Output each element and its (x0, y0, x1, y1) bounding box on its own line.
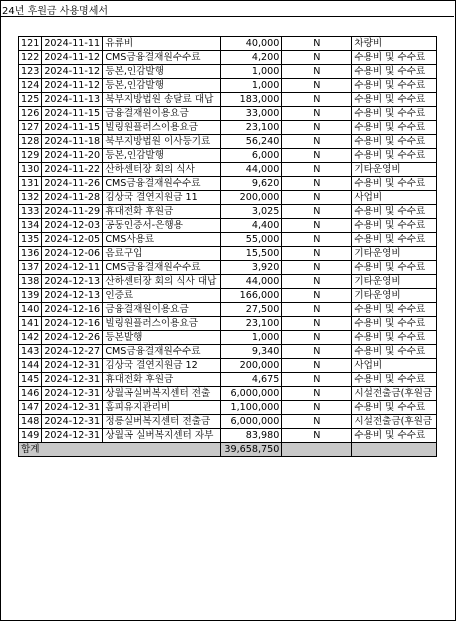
flag-cell: N (282, 401, 352, 415)
date-cell: 2024-11-15 (42, 121, 103, 135)
date-cell: 2024-12-11 (42, 261, 103, 275)
category-cell: 수용비 및 수수료 (352, 317, 437, 331)
description-cell: 북부지방법원 송달료 대납 (103, 93, 221, 107)
description-cell: 공동인증서-은행용 (103, 219, 221, 233)
description-cell: 산하센터장 회의 식사 대납 (103, 275, 221, 289)
date-cell: 2024-12-26 (42, 331, 103, 345)
description-cell: 등본발행 (103, 331, 221, 345)
date-cell: 2024-12-31 (42, 387, 103, 401)
amount-cell: 9,340 (221, 345, 282, 359)
description-cell: 휴대전화 후원금 (103, 373, 221, 387)
row-number-cell: 125 (19, 93, 42, 107)
date-cell: 2024-12-16 (42, 317, 103, 331)
amount-cell: 1,100,000 (221, 401, 282, 415)
table-row (19, 135, 437, 149)
amount-cell: 15,500 (221, 247, 282, 261)
amount-cell: 44,000 (221, 163, 282, 177)
table-row (19, 275, 437, 289)
description-cell: CMS사용료 (103, 233, 221, 247)
flag-cell: N (282, 261, 352, 275)
category-cell: 수용비 및 수수료 (352, 205, 437, 219)
table-row (19, 247, 437, 261)
category-cell: 수용비 및 수수료 (352, 93, 437, 107)
flag-cell: N (282, 135, 352, 149)
table-row (19, 107, 437, 121)
flag-cell: N (282, 345, 352, 359)
category-cell: 시설전출금(후원금 (352, 415, 437, 429)
amount-cell: 4,400 (221, 219, 282, 233)
row-number-cell: 143 (19, 345, 42, 359)
description-cell: 휴대전화 후원금 (103, 205, 221, 219)
total-amount: 39,658,750 (221, 443, 282, 457)
category-cell: 시설전출금(후원금 (352, 387, 437, 401)
title-divider (0, 16, 454, 17)
table-row (19, 289, 437, 303)
date-cell: 2024-12-31 (42, 359, 103, 373)
category-cell: 사업비 (352, 359, 437, 373)
flag-cell: N (282, 149, 352, 163)
description-cell: 정릉실버복지센터 전출금 (103, 415, 221, 429)
amount-cell: 23,100 (221, 121, 282, 135)
document-title: 24년 후원금 사용명세서 (2, 6, 109, 17)
table-row (19, 51, 437, 65)
description-cell: CMS금융결재원수수료 (103, 51, 221, 65)
category-cell: 사업비 (352, 191, 437, 205)
date-cell: 2024-11-13 (42, 93, 103, 107)
row-number-cell: 130 (19, 163, 42, 177)
category-cell: 수용비 및 수수료 (352, 51, 437, 65)
amount-cell: 56,240 (221, 135, 282, 149)
date-cell: 2024-12-13 (42, 289, 103, 303)
amount-cell: 27,500 (221, 303, 282, 317)
row-number-cell: 132 (19, 191, 42, 205)
table-row (19, 387, 437, 401)
amount-cell: 3,920 (221, 261, 282, 275)
total-row (19, 443, 437, 457)
row-number-cell: 128 (19, 135, 42, 149)
flag-cell: N (282, 51, 352, 65)
category-cell: 수용비 및 수수료 (352, 303, 437, 317)
row-number-cell: 133 (19, 205, 42, 219)
table-row (19, 345, 437, 359)
description-cell: CMS금융결재원수수료 (103, 345, 221, 359)
table-row (19, 401, 437, 415)
description-cell: 빌링원플러스이용요금 (103, 121, 221, 135)
date-cell: 2024-12-13 (42, 275, 103, 289)
flag-cell: N (282, 177, 352, 191)
amount-cell: 6,000 (221, 149, 282, 163)
table-row (19, 261, 437, 275)
flag-cell: N (282, 275, 352, 289)
amount-cell: 4,675 (221, 373, 282, 387)
row-number-cell: 148 (19, 415, 42, 429)
flag-cell: N (282, 163, 352, 177)
table-row (19, 317, 437, 331)
description-cell: 북부지방법원 이사등기료 (103, 135, 221, 149)
row-number-cell: 141 (19, 317, 42, 331)
description-cell: 김상국 결연지원금 12 (103, 359, 221, 373)
date-cell: 2024-12-31 (42, 373, 103, 387)
category-cell: 기타운영비 (352, 289, 437, 303)
date-cell: 2024-11-26 (42, 177, 103, 191)
row-number-cell: 140 (19, 303, 42, 317)
amount-cell: 83,980 (221, 429, 282, 443)
category-cell: 수용비 및 수수료 (352, 149, 437, 163)
date-cell: 2024-12-06 (42, 247, 103, 261)
flag-cell: N (282, 65, 352, 79)
flag-cell: N (282, 247, 352, 261)
date-cell: 2024-11-12 (42, 65, 103, 79)
amount-cell: 183,000 (221, 93, 282, 107)
row-number-cell: 126 (19, 107, 42, 121)
date-cell: 2024-11-18 (42, 135, 103, 149)
description-cell: 등본,인감발행 (103, 79, 221, 93)
row-number-cell: 131 (19, 177, 42, 191)
row-number-cell: 149 (19, 429, 42, 443)
category-cell: 수용비 및 수수료 (352, 135, 437, 149)
row-number-cell: 145 (19, 373, 42, 387)
table-row (19, 303, 437, 317)
amount-cell: 1,000 (221, 65, 282, 79)
amount-cell: 4,200 (221, 51, 282, 65)
category-cell: 수용비 및 수수료 (352, 219, 437, 233)
description-cell: 유류비 (103, 37, 221, 51)
description-cell: 금융결재원이용요금 (103, 303, 221, 317)
amount-cell: 1,000 (221, 331, 282, 345)
description-cell: 인증료 (103, 289, 221, 303)
category-cell: 기타운영비 (352, 247, 437, 261)
flag-cell: N (282, 373, 352, 387)
flag-cell: N (282, 191, 352, 205)
table-row (19, 37, 437, 51)
table-row (19, 177, 437, 191)
description-cell: 산하센터장 회의 식사 (103, 163, 221, 177)
row-number-cell: 121 (19, 37, 42, 51)
table-row (19, 65, 437, 79)
description-cell: 김상국 결연지원금 11 (103, 191, 221, 205)
table-row (19, 415, 437, 429)
row-number-cell: 124 (19, 79, 42, 93)
table-row (19, 163, 437, 177)
category-cell: 수용비 및 수수료 (352, 345, 437, 359)
description-cell: 등본,인감발행 (103, 65, 221, 79)
table-row (19, 429, 437, 443)
amount-cell: 3,025 (221, 205, 282, 219)
category-cell: 수용비 및 수수료 (352, 429, 437, 443)
row-number-cell: 127 (19, 121, 42, 135)
description-cell: 음료구입 (103, 247, 221, 261)
description-cell: 등본,인감발행 (103, 149, 221, 163)
row-number-cell: 142 (19, 331, 42, 345)
row-number-cell: 136 (19, 247, 42, 261)
description-cell: 빌링원플러스이용요금 (103, 317, 221, 331)
flag-cell: N (282, 93, 352, 107)
table-row (19, 121, 437, 135)
row-number-cell: 138 (19, 275, 42, 289)
table-row (19, 233, 437, 247)
amount-cell: 6,000,000 (221, 415, 282, 429)
description-cell: CMS금융결재원수수료 (103, 261, 221, 275)
table-row (19, 191, 437, 205)
date-cell: 2024-12-31 (42, 415, 103, 429)
date-cell: 2024-11-20 (42, 149, 103, 163)
amount-cell: 40,000 (221, 37, 282, 51)
flag-cell: N (282, 415, 352, 429)
amount-cell: 200,000 (221, 191, 282, 205)
description-cell: 상월곡 실버복지센터 자부 (103, 429, 221, 443)
amount-cell: 1,000 (221, 79, 282, 93)
amount-cell: 166,000 (221, 289, 282, 303)
total-label: 합계 (19, 443, 221, 457)
date-cell: 2024-12-27 (42, 345, 103, 359)
table-row (19, 331, 437, 345)
row-number-cell: 122 (19, 51, 42, 65)
row-number-cell: 139 (19, 289, 42, 303)
description-cell: CMS금융결재원수수료 (103, 177, 221, 191)
flag-cell: N (282, 289, 352, 303)
date-cell: 2024-11-12 (42, 79, 103, 93)
description-cell: 금융결재원이용요금 (103, 107, 221, 121)
table-row (19, 373, 437, 387)
category-cell: 수용비 및 수수료 (352, 233, 437, 247)
date-cell: 2024-12-31 (42, 401, 103, 415)
table-row (19, 79, 437, 93)
table-row (19, 205, 437, 219)
category-cell: 수용비 및 수수료 (352, 373, 437, 387)
amount-cell: 6,000,000 (221, 387, 282, 401)
flag-cell: N (282, 205, 352, 219)
row-number-cell: 135 (19, 233, 42, 247)
ledger-body (19, 37, 437, 457)
row-number-cell: 147 (19, 401, 42, 415)
category-cell: 기타운영비 (352, 275, 437, 289)
amount-cell: 23,100 (221, 317, 282, 331)
amount-cell: 200,000 (221, 359, 282, 373)
date-cell: 2024-11-22 (42, 163, 103, 177)
date-cell: 2024-11-15 (42, 107, 103, 121)
date-cell: 2024-12-05 (42, 233, 103, 247)
date-cell: 2024-12-03 (42, 219, 103, 233)
table-row (19, 149, 437, 163)
total-category-cell (352, 443, 437, 457)
flag-cell: N (282, 79, 352, 93)
category-cell: 수용비 및 수수료 (352, 261, 437, 275)
category-cell: 수용비 및 수수료 (352, 121, 437, 135)
flag-cell: N (282, 219, 352, 233)
flag-cell: N (282, 331, 352, 345)
flag-cell: N (282, 233, 352, 247)
row-number-cell: 134 (19, 219, 42, 233)
flag-cell: N (282, 107, 352, 121)
amount-cell: 9,620 (221, 177, 282, 191)
row-number-cell: 123 (19, 65, 42, 79)
row-number-cell: 144 (19, 359, 42, 373)
flag-cell: N (282, 121, 352, 135)
date-cell: 2024-12-16 (42, 303, 103, 317)
date-cell: 2024-11-28 (42, 191, 103, 205)
flag-cell: N (282, 37, 352, 51)
table-row (19, 359, 437, 373)
category-cell: 수용비 및 수수료 (352, 177, 437, 191)
row-number-cell: 137 (19, 261, 42, 275)
expense-ledger-table (18, 36, 437, 457)
date-cell: 2024-11-12 (42, 51, 103, 65)
date-cell: 2024-11-29 (42, 205, 103, 219)
category-cell: 수용비 및 수수료 (352, 107, 437, 121)
category-cell: 차량비 (352, 37, 437, 51)
description-cell: 홈피유지관리비 (103, 401, 221, 415)
amount-cell: 44,000 (221, 275, 282, 289)
amount-cell: 33,000 (221, 107, 282, 121)
description-cell: 상월곡실버복지센터 전출 (103, 387, 221, 401)
row-number-cell: 129 (19, 149, 42, 163)
date-cell: 2024-12-31 (42, 429, 103, 443)
category-cell: 수용비 및 수수료 (352, 401, 437, 415)
category-cell: 수용비 및 수수료 (352, 79, 437, 93)
category-cell: 기타운영비 (352, 163, 437, 177)
table-row (19, 219, 437, 233)
category-cell: 수용비 및 수수료 (352, 331, 437, 345)
table-row (19, 93, 437, 107)
total-flag-cell (282, 443, 352, 457)
flag-cell: N (282, 317, 352, 331)
amount-cell: 55,000 (221, 233, 282, 247)
flag-cell: N (282, 429, 352, 443)
flag-cell: N (282, 387, 352, 401)
flag-cell: N (282, 303, 352, 317)
category-cell: 수용비 및 수수료 (352, 65, 437, 79)
date-cell: 2024-11-11 (42, 37, 103, 51)
row-number-cell: 146 (19, 387, 42, 401)
flag-cell: N (282, 359, 352, 373)
